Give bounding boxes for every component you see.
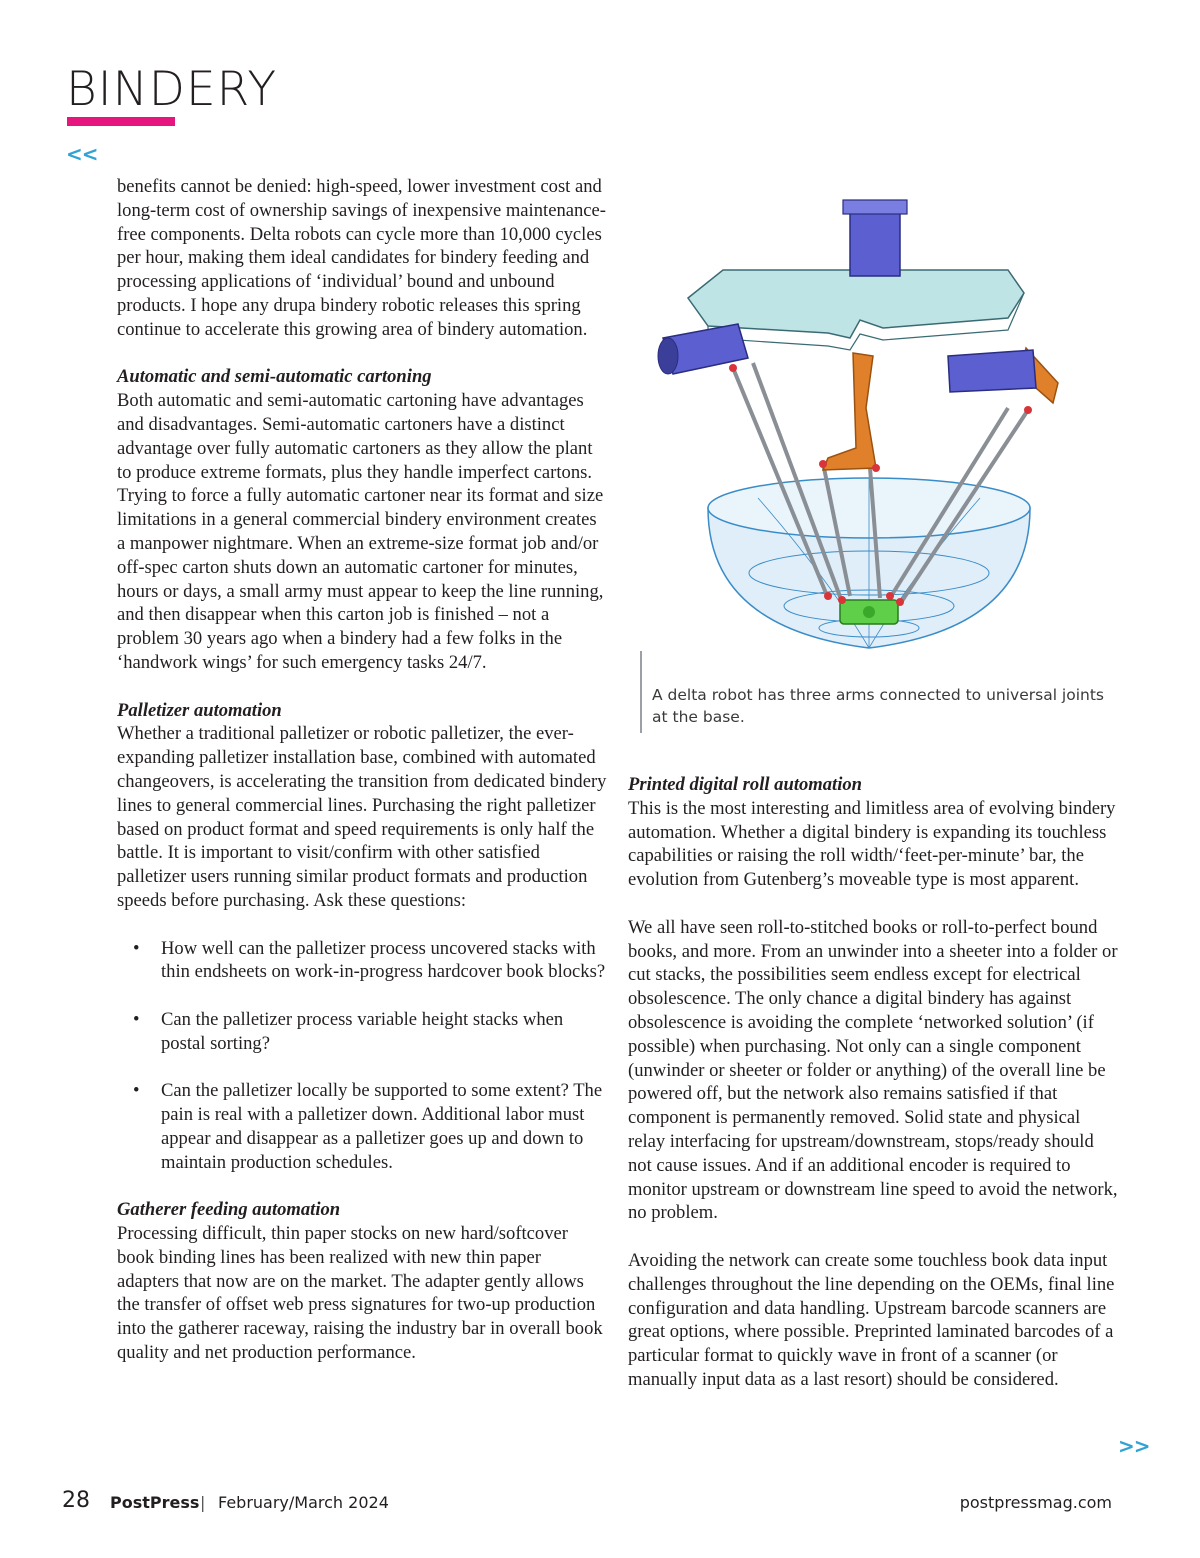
list-item-text: Can the palletizer locally be supported to some extent? The pain is real with a palletizer down. Additional labor must appear and disappear as a palletizer goes up and down to maintain production schedules. xyxy=(161,1080,603,1173)
section-title-underline xyxy=(67,117,175,126)
list-item xyxy=(117,937,607,985)
gatherer-heading: Gatherer feeding automation xyxy=(117,1199,341,1221)
roll-paragraph-1: This is the most interesting and limitless area of evolving bindery automation. Whether a digital bindery is expanding its touchless capabilities or raising the roll width/‘feet-per-minute’ bar, the evolution from Gutenberg’s moveable type is most apparent. xyxy=(628,797,1116,891)
palletizer-questions-list xyxy=(117,937,607,1175)
gatherer-paragraph: Processing difficult, thin paper stocks on new hard/softcover book binding lines has been realized with new thin paper adapters that now are on the market. The adapter gently allows the transfer of offset web press signatures for two-up production into the gatherer raceway, raising the industry bar in overall book quality and net production performance. xyxy=(117,1223,603,1364)
list-item xyxy=(117,1079,607,1174)
section-title: BINDERY xyxy=(66,62,278,117)
previous-page-arrow[interactable]: << xyxy=(66,142,98,166)
list-item-text: How well can the palletizer process uncovered stacks with thin endsheets on work-in-progress hardcover book blocks? xyxy=(161,937,606,983)
website-link[interactable]: postpressmag.com xyxy=(959,1493,1112,1512)
cartoning-paragraph: Both automatic and semi-automatic cartoning have advantages and disadvantages. Semi-automatic cartoners have a distinct advantage over fully automatic cartoners as they allow the plant to produce extreme formats, plus they handle imperfect cartons. Trying to force a fully automatic cartoner near its format and size limitations in a general commercial bindery environment creates a manpower nightmare. When an extreme-size format job and/or off-spec carton shuts down an automatic cartoner for minutes, hours or days, a small army must appear to keep the line running, and then disappear when this carton job is finished – not a problem 30 years ago when a bindery had a few folks in the ‘handwork wings’ for such emergency tasks 24/7. xyxy=(117,390,604,673)
palletizer-paragraph: Whether a traditional palletizer or robotic palletizer, the ever-expanding palletizer installation base, combined with automated changeovers, is accelerating the transition from dedicated bindery lines to general commercial lines. Purchasing the right palletizer based on product format and speed requirements is only half the battle. It is important to visit/confirm with other satisfied palletizer users running similar product formats and production speeds before purchasing. Ask these questions: xyxy=(117,723,607,911)
bullet-icon: • xyxy=(133,1080,140,1102)
publication-name: PostPress xyxy=(110,1493,200,1512)
footer-separator: | xyxy=(200,1493,206,1512)
caption-rule xyxy=(640,651,642,733)
delta-robot-figure xyxy=(628,178,1110,670)
bullet-icon: • xyxy=(133,937,140,959)
list-item-text: Can the palletizer process variable height stacks when postal sorting? xyxy=(161,1008,564,1054)
right-column xyxy=(628,773,1118,1416)
page-number: 28 xyxy=(62,1488,90,1513)
next-page-arrow[interactable]: >> xyxy=(1118,1434,1150,1458)
cartoning-heading: Automatic and semi-automatic cartoning xyxy=(117,366,432,388)
list-item xyxy=(117,1008,607,1056)
figure-caption: A delta robot has three arms connected to universal joints at the base. xyxy=(652,686,1105,726)
page-footer xyxy=(62,1488,1112,1518)
roll-paragraph-3: Avoiding the network can create some touchless book data input challenges throughout the line depending on the OEMs, final line configuration and data handling. Upstream barcode scanners are great options, where possible. Preprinted laminated barcodes of a particular format to quickly wave in front of a scanner (or manually input data as a last resort) should be considered. xyxy=(628,1249,1115,1390)
bullet-icon: • xyxy=(133,1008,140,1030)
left-column xyxy=(117,175,607,1389)
intro-paragraph: benefits cannot be denied: high-speed, lower investment cost and long-term cost of ownership savings of inexpensive maintenance-free components. Delta robots can cycle more than 10,000 cycles per hour, making them ideal candidates for bindery feeding and processing applications of ‘individual’ bound and unbound products. I hope any drupa bindery robotic releases this spring continue to accelerate this growing area of bindery automation. xyxy=(117,176,606,340)
delta-robot-illustration xyxy=(628,178,1110,670)
palletizer-heading: Palletizer automation xyxy=(117,699,282,721)
roll-paragraph-2: We all have seen roll-to-stitched books or roll-to-perfect bound books, and more. From an unwinder into a sheeter into a folder or cut stacks, the possibilities seem endless except for electrical obsolescence. The only chance a digital bindery has against obsolescence is avoiding the complete ‘networked solution’ (if possible) when purchasing. Not only can a single component (unwinder or sheeter or folder or anything) of the overall line be powered off, but the network also remains satisfied if that component is permanently removed. Solid state and physical relay interfacing for upstream/downstream, stops/ready should not cause issues. And if an additional encoder is required to monitor upstream or downstream line speed to avoid the network, no problem. xyxy=(628,916,1118,1224)
roll-automation-heading: Printed digital roll automation xyxy=(628,774,863,795)
issue-date: February/March 2024 xyxy=(218,1493,389,1512)
